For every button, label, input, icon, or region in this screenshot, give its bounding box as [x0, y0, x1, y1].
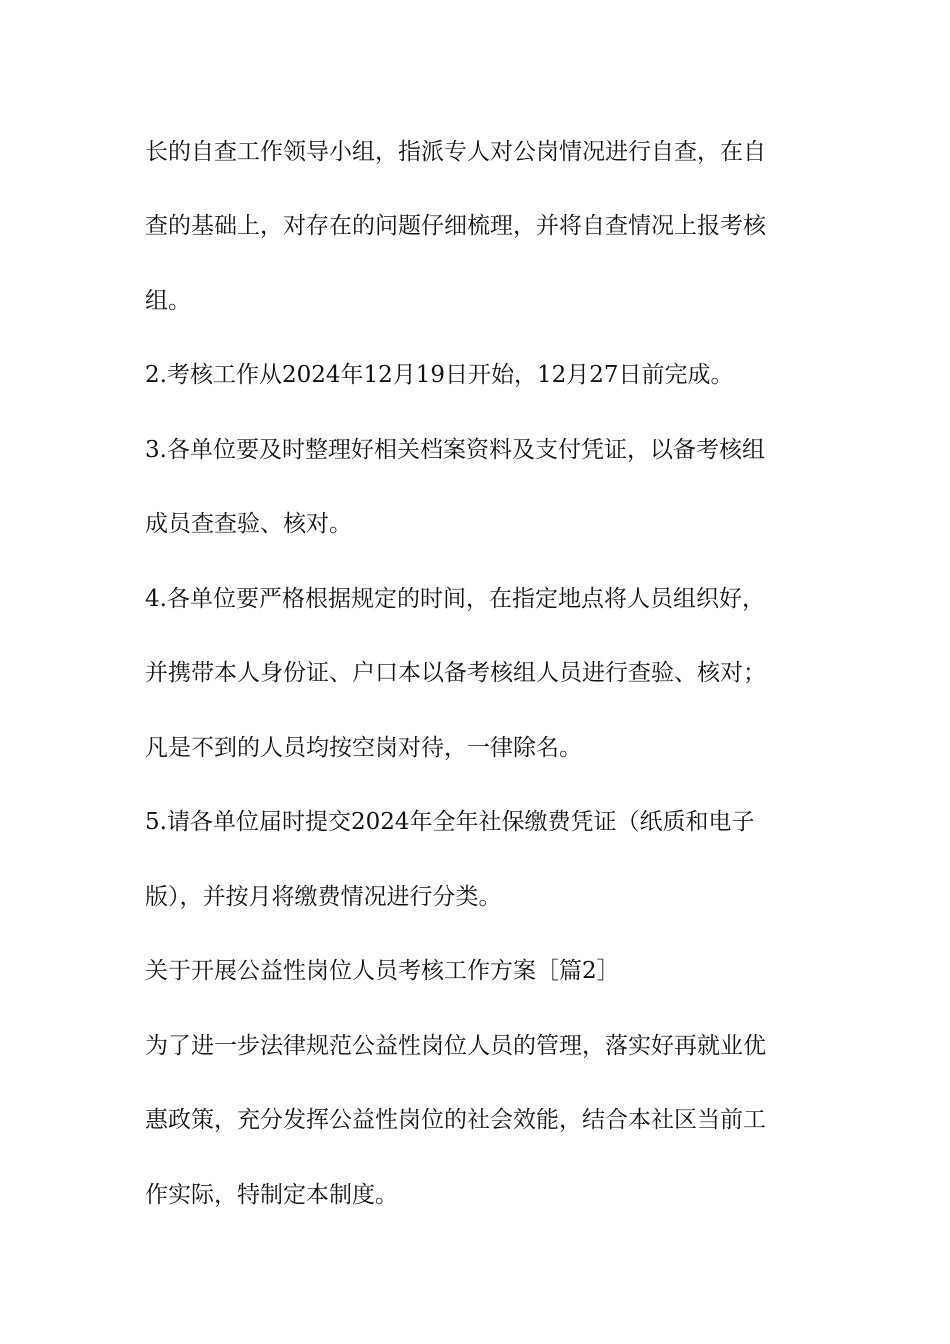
text-line: 组。	[145, 288, 191, 314]
text-line: 成员查查验、核对。	[145, 511, 352, 537]
section-heading: 关于开展公益性岗位人员考核工作方案［篇2］	[145, 958, 620, 984]
text-line: 2.考核工作从2024年12月19日开始，12月27日前完成。	[145, 362, 734, 388]
text-line: 惠政策，充分发挥公益性岗位的社会效能，结合本社区当前工	[145, 1107, 766, 1133]
text-line: 查的基础上，对存在的问题仔细梳理，并将自查情况上报考核	[145, 213, 766, 239]
text-line: 凡是不到的人员均按空岗对待，一律除名。	[145, 735, 582, 761]
text-line: 并携带本人身份证、户口本以备考核组人员进行查验、核对；	[145, 660, 766, 686]
text-line: 5.请各单位届时提交2024年全年社保缴费凭证（纸质和电子	[145, 809, 755, 835]
text-line: 版），并按月将缴费情况进行分类。	[145, 884, 502, 910]
text-line: 长的自查工作领导小组，指派专人对公岗情况进行自查，在自	[145, 139, 766, 165]
text-line: 4.各单位要严格根据规定的时间，在指定地点将人员组织好，	[145, 586, 765, 612]
text-line: 作实际，特制定本制度。	[145, 1182, 398, 1208]
text-line: 为了进一步法律规范公益性岗位人员的管理，落实好再就业优	[145, 1033, 766, 1059]
text-line: 3.各单位要及时整理好相关档案资料及支付凭证，以备考核组	[145, 437, 765, 463]
